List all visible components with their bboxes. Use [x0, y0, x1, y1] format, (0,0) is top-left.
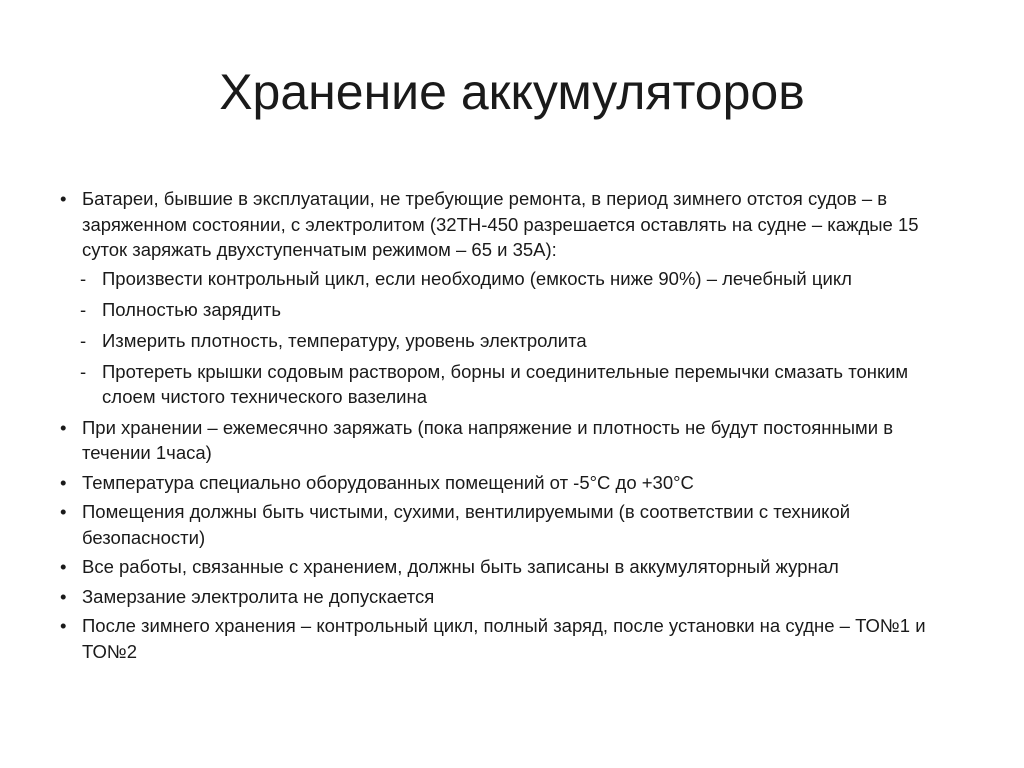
sub-list-item: [80, 328, 960, 353]
bullet-icon: •: [60, 556, 67, 577]
list-item: [60, 415, 960, 466]
list-item: [60, 554, 960, 580]
slide-title: Хранение аккумуляторов: [219, 64, 805, 120]
list-item: [60, 186, 960, 409]
bullet-icon: •: [60, 471, 67, 493]
list-item-text: При хранении – ежемесячно заряжать (пока напряжение и плотность не будут постоянными в течении 1часа): [82, 416, 894, 463]
list-item-text: После зимнего хранения – контрольный цикл, полный заряд, после установки на судне – ТО№1 и ТО№2: [82, 615, 926, 662]
list-item: [60, 470, 960, 496]
sub-list-item: [80, 359, 960, 409]
bullet-icon: •: [60, 416, 67, 438]
sub-list-item-text: Протереть крышки содовым раствором, борны и соединительные перемычки смазать тонким слоем чистого технического вазелина: [102, 360, 909, 407]
sub-list-item: [80, 266, 960, 291]
bullet-list: [60, 186, 960, 668]
list-item: [60, 584, 960, 610]
list-item-text: Температура специально оборудованных помещений от -5°С до +30°С: [82, 471, 694, 493]
dash-icon: -: [80, 267, 87, 289]
dash-icon: -: [80, 298, 87, 320]
sub-list-item-text: Произвести контрольный цикл, если необходимо (емкость ниже 90%) – лечебный цикл: [102, 267, 852, 289]
list-item-text: Все работы, связанные с хранением, должны быть записаны в аккумуляторный журнал: [82, 556, 839, 577]
bullet-icon: •: [60, 585, 67, 607]
bullet-icon: •: [60, 615, 67, 636]
sub-list-item-text: Измерить плотность, температуру, уровень электролита: [102, 329, 587, 351]
list-item-text: Помещения должны быть чистыми, сухими, вентилируемыми (в соответствии с техникой безопасности): [82, 501, 851, 548]
list-item: [60, 613, 960, 664]
sub-list: [80, 266, 960, 409]
list-item: [60, 499, 960, 550]
sub-list-item: [80, 297, 960, 322]
bullet-icon: •: [60, 501, 67, 522]
list-item-text: Замерзание электролита не допускается: [82, 585, 435, 607]
dash-icon: -: [80, 360, 87, 382]
dash-icon: -: [80, 329, 87, 351]
sub-list-item-text: Полностью зарядить: [102, 298, 281, 320]
list-item-text: Батареи, бывшие в эксплуатации, не требующие ремонта, в период зимнего отстоя судов – в заряженном состоянии, с электролитом (32ТН-450 разрешается оставлять на судне – каждые 15 суток заряжать двухступенчатым режимом – 65 и 35А):: [82, 188, 919, 260]
bullet-icon: •: [60, 188, 67, 209]
